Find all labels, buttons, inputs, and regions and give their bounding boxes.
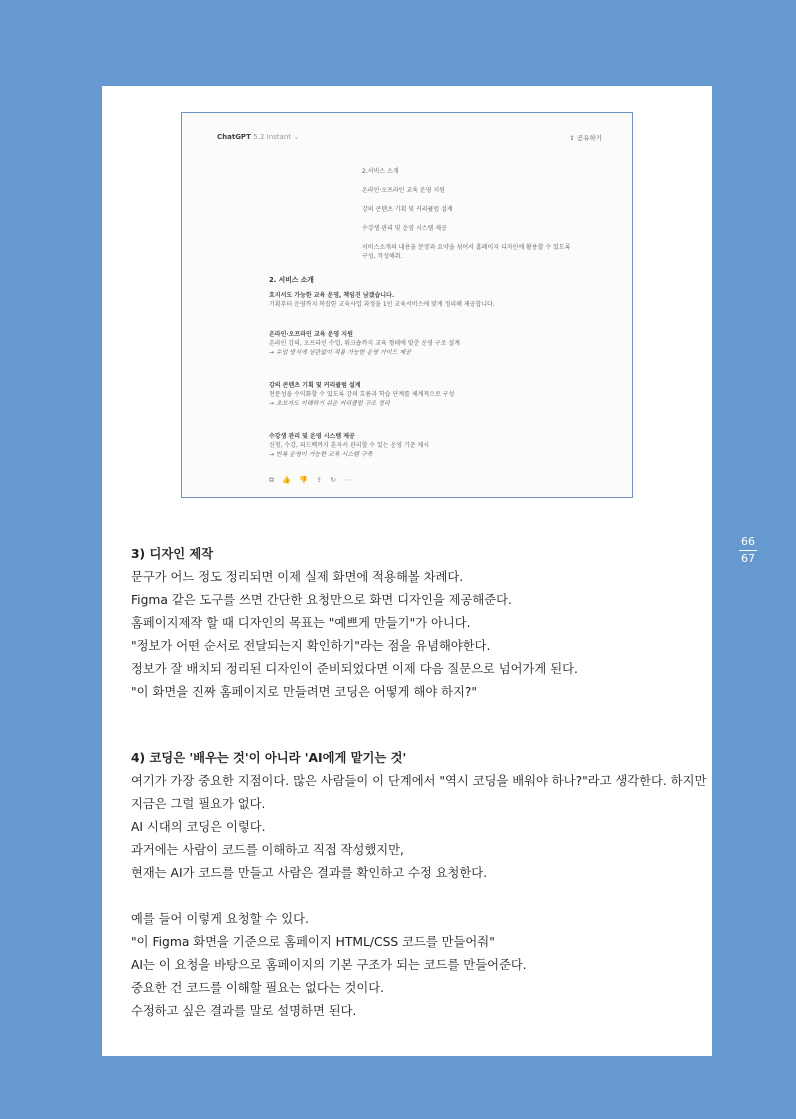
answer-item-title: 강의 콘텐츠 기획 및 커리큘럼 설계	[269, 382, 361, 389]
page-number	[739, 535, 757, 566]
answer-item-title: 수강생 관리 및 운영 시스템 제공	[269, 433, 355, 440]
body-line: "정보가 어떤 순서로 전달되는지 확인하기"라는 점을 유념해야한다.	[131, 639, 491, 653]
answer-item-note: → 반복 운영이 가능한 교육 시스템 구축	[269, 451, 373, 458]
body-line: Figma 같은 도구를 쓰면 간단한 요청만으로 화면 디자인을 제공해준다.	[131, 593, 512, 607]
total-page-number: 67	[741, 552, 755, 565]
body-line: 중요한 건 코드를 이해할 필요는 없다는 것이다.	[131, 981, 385, 995]
page-number-divider	[739, 550, 757, 551]
current-page-number: 66	[741, 535, 755, 548]
chatgpt-screenshot	[181, 112, 633, 498]
share-icon: ⇪	[569, 134, 575, 142]
answer-item-desc: 온라인 강의, 오프라인 수업, 워크숍까지 교육 형태에 맞춘 운영 구조 설계	[269, 340, 460, 347]
body-line: 지금은 그럴 필요가 없다.	[131, 797, 266, 811]
prompt-line: 서비스소개의 내용을 문장과 요약을 섞어서 홈페이지 디자인에 활용할 수 있도록 구성, 작성해줘.	[362, 244, 571, 260]
body-line: AI 시대의 코딩은 이렇다.	[131, 820, 266, 834]
body-line: 예를 들어 이렇게 요청할 수 있다.	[131, 912, 309, 926]
body-line: 정보가 잘 배치되 정리된 디자인이 준비되었다면 이제 다음 질문으로 넘어가게 된다.	[131, 662, 578, 676]
answer-item-desc: 신청, 수강, 피드백까지 혼자서 관리할 수 있는 운영 기준 제시	[269, 442, 430, 449]
answer-intro-text: 기획부터 운영까지 복잡한 교육사업 과정을 1인 교육서비스에 맞게 정리해 제공합니다.	[269, 301, 495, 308]
section-heading: 3) 디자인 제작	[131, 547, 214, 561]
section-coding	[131, 747, 706, 1023]
section-heading: 4) 코딩은 '배우는 것'이 아니라 'AI에게 맡기는 것'	[131, 751, 407, 765]
body-line: 문구가 어느 정도 정리되면 이제 실제 화면에 적용해볼 차례다.	[131, 570, 464, 584]
prompt-line: 수강생 관리 및 운영 시스템 제공	[362, 225, 447, 232]
body-line: 수정하고 싶은 결과를 말로 설명하면 된다.	[131, 1004, 357, 1018]
prompt-line: 2.서비스 소개	[362, 168, 399, 175]
answer-intro-bold: 흐지서도 가능한 교육 운영, 책임진 남겠습니다.	[269, 292, 395, 299]
assistant-answer	[269, 274, 599, 459]
prompt-line: 온라인·오프라인 교육 운영 지원	[362, 187, 445, 194]
body-line: AI는 이 요청을 바탕으로 홈페이지의 기본 구조가 되는 코드를 만들어준다.	[131, 958, 527, 972]
answer-item-desc: 전문성을 수익화할 수 있도록 강의 흐름과 학습 단계를 체계적으로 구성	[269, 391, 455, 398]
body-line: 과거에는 사람이 코드를 이해하고 직접 작성했지만,	[131, 843, 404, 857]
body-line: 현재는 AI가 코드를 만들고 사람은 결과를 확인하고 수정 요청한다.	[131, 866, 488, 880]
body-line: "이 화면을 진짜 홈페이지로 만들려면 코딩은 어떻게 해야 하지?"	[131, 685, 478, 699]
answer-item-note: → 수업 방식에 상관없이 적용 가능한 운영 가이드 제공	[269, 349, 412, 356]
answer-action-icons[interactable]: ⧉ 👍 👎 ⇪ ↻ ⋯	[269, 476, 355, 484]
answer-heading: 2. 서비스 소개	[269, 276, 314, 284]
answer-item-note: → 초보자도 이해하기 쉬운 커리큘럼 구조 정리	[269, 400, 390, 407]
body-line: "이 Figma 화면을 기준으로 홈페이지 HTML/CSS 코드를 만들어줘"	[131, 935, 495, 949]
user-prompt-bubble	[362, 167, 572, 271]
section-design	[131, 543, 706, 704]
share-button[interactable]: ⇪ 공유하기	[569, 134, 602, 142]
model-label: 5.2 Instant	[253, 133, 292, 141]
answer-item-title: 온라인·오프라인 교육 운영 지원	[269, 331, 353, 338]
prompt-line: 강의 콘텐츠 기획 및 커리큘럼 설계	[362, 206, 453, 213]
body-line: 홈페이지제작 할 때 디자인의 목표는 "예쁘게 만들기"가 아니다.	[131, 616, 471, 630]
app-title: ChatGPT 5.2 Instant ⌄	[217, 133, 300, 141]
body-line: 여기가 가장 중요한 지점이다. 많은 사람들이 이 단계에서 "역시 코딩을 배워야 하나?"라고 생각한다. 하지만	[131, 774, 707, 788]
